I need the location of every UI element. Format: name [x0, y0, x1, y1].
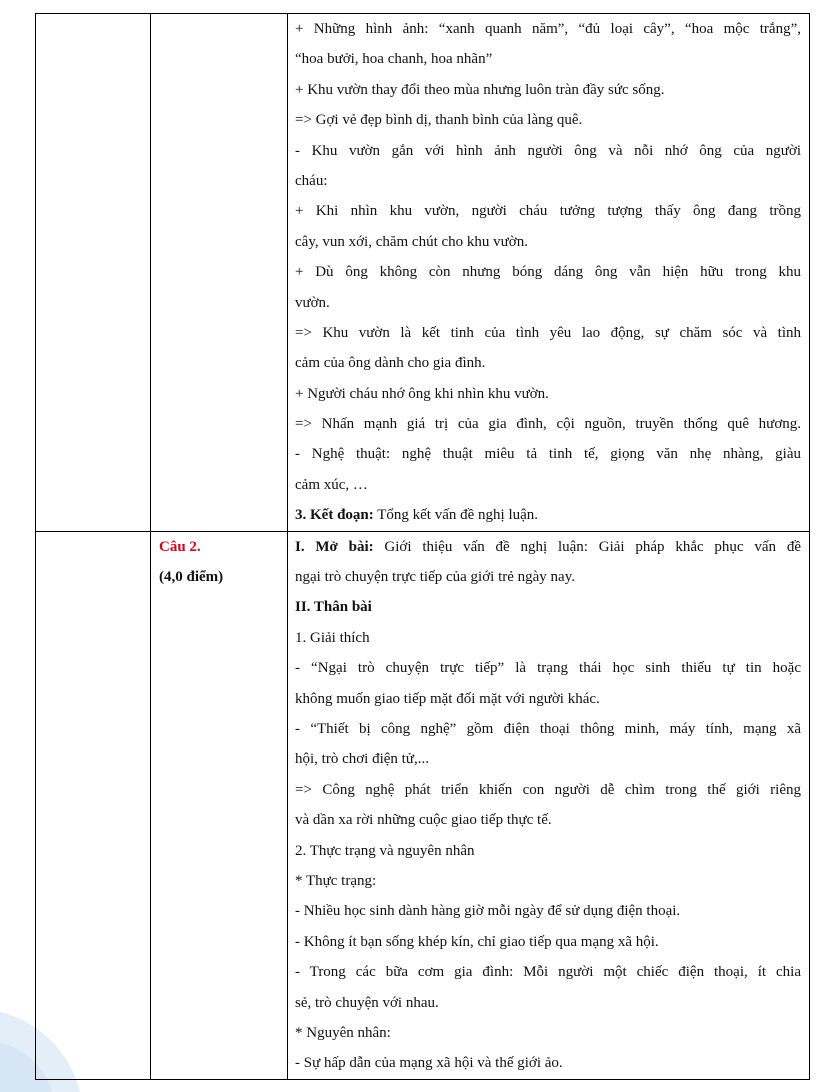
answer-line	[295, 470, 801, 500]
answer-text: hội, trò chơi điện tử,...	[295, 751, 429, 768]
answer-line	[295, 866, 801, 896]
answer-line	[295, 257, 801, 287]
answer-line	[295, 500, 801, 530]
answer-line	[295, 288, 801, 318]
question-label-box	[151, 532, 287, 593]
answer-line	[295, 927, 801, 957]
table-row	[36, 531, 810, 1079]
answer-text: “hoa bưởi, hoa chanh, hoa nhãn”	[295, 51, 493, 68]
answer-text: => Khu vườn là kết tinh của tình yêu lao động, sự chăm sóc và tình	[295, 324, 801, 341]
heading-label: 3. Kết đoạn:	[295, 507, 374, 524]
answer-line	[295, 439, 801, 469]
answer-text: + Người cháu nhớ ông khi nhìn khu vườn.	[295, 385, 549, 402]
answer-line	[295, 318, 801, 348]
answer-text: + Dù ông không còn nhưng bóng dáng ông vẫn hiện hữu trong khu	[295, 264, 801, 281]
answer-text: => Công nghệ phát triển khiến con người dễ chìm trong thế giới riêng	[295, 781, 801, 798]
answer-line	[295, 75, 801, 105]
answer-text: và dần xa rời những cuộc giao tiếp thực tế.	[295, 812, 552, 829]
answer-content	[288, 532, 809, 1079]
answer-text: * Nguyên nhân:	[295, 1024, 391, 1041]
question-cell	[151, 531, 288, 1079]
answer-text: Giới thiệu vấn đề nghị luận: Giải pháp khắc phục vấn đề	[373, 538, 801, 555]
answer-text: cây, vun xới, chăm chút cho khu vườn.	[295, 233, 528, 250]
answer-line	[295, 684, 801, 714]
answer-line	[295, 348, 801, 378]
answer-line	[295, 623, 801, 653]
answer-line	[295, 805, 801, 835]
answer-line	[295, 166, 801, 196]
answer-line	[295, 136, 801, 166]
answer-text: ngại trò chuyện trực tiếp của giới trẻ ngày nay.	[295, 569, 575, 586]
answer-text: => Gợi vẻ đẹp bình dị, thanh bình của làng quê.	[295, 112, 583, 129]
answer-line	[295, 988, 801, 1018]
answer-text: - Nghệ thuật: nghệ thuật miêu tả tinh tế, giọng văn nhẹ nhàng, giàu	[295, 446, 801, 463]
answer-line	[295, 44, 801, 74]
answer-content	[288, 14, 809, 531]
answer-text: - Trong các bữa cơm gia đình: Mỗi người một chiếc điện thoại, ít chia	[295, 964, 801, 981]
answer-line	[295, 653, 801, 683]
answer-line	[295, 1048, 801, 1078]
answer-text: - “Ngại trò chuyện trực tiếp” là trạng thái học sinh thiếu tự tin hoặc	[295, 660, 801, 677]
table-row	[36, 14, 810, 532]
answer-text: không muốn giao tiếp mặt đối mặt với người khác.	[295, 690, 600, 707]
answer-text: => Nhấn mạnh giá trị của gia đình, cội nguồn, truyền thống quê hương.	[295, 416, 801, 433]
answer-line	[295, 532, 801, 562]
answer-cell	[288, 14, 810, 532]
answer-text: - Nhiều học sinh dành hàng giờ mỗi ngày để sử dụng điện thoại.	[295, 903, 681, 920]
empty-cell	[36, 531, 151, 1079]
answer-text: + Khi nhìn khu vườn, người cháu tưởng tượng thấy ông đang trồng	[295, 203, 801, 220]
answer-text: cảm của ông dành cho gia đình.	[295, 355, 486, 372]
answer-text: vườn.	[295, 294, 330, 311]
answer-line	[295, 562, 801, 592]
answer-line	[295, 409, 801, 439]
answer-text: - Sự hấp dẫn của mạng xã hội và thế giới ảo.	[295, 1055, 563, 1072]
answer-line	[295, 14, 801, 44]
answer-line	[295, 957, 801, 987]
answer-text: * Thực trạng:	[295, 872, 377, 889]
question-number: Câu 2.	[159, 538, 201, 555]
heading-label: I. Mở bài:	[295, 538, 374, 555]
heading-label: II. Thân bài	[295, 599, 372, 616]
answer-text: 2. Thực trạng và nguyên nhân	[295, 842, 475, 859]
answer-text: sẻ, trò chuyện với nhau.	[295, 994, 439, 1011]
answer-text: - Không ít bạn sống khép kín, chỉ giao tiếp qua mạng xã hội.	[295, 933, 659, 950]
answer-line	[295, 775, 801, 805]
answer-line	[295, 714, 801, 744]
answer-cell	[288, 531, 810, 1079]
answer-text: cháu:	[295, 172, 328, 189]
answer-line	[295, 196, 801, 226]
answer-line	[295, 896, 801, 926]
question-score: (4,0 điểm)	[159, 569, 224, 586]
question-cell	[151, 14, 288, 532]
answer-text: - Khu vườn gắn với hình ảnh người ông và nỗi nhớ ông của người	[295, 142, 801, 159]
answer-line	[295, 105, 801, 135]
answer-line	[295, 379, 801, 409]
answer-line	[295, 836, 801, 866]
answer-line	[295, 227, 801, 257]
answer-line	[295, 592, 801, 622]
answer-text: + Những hình ảnh: “xanh quanh năm”, “đủ loại cây”, “hoa mộc trắng”,	[295, 21, 801, 37]
answer-text: Tổng kết vấn đề nghị luận.	[373, 507, 539, 524]
answer-text: - “Thiết bị công nghệ” gồm điện thoại thông minh, máy tính, mạng xã	[295, 720, 801, 737]
answer-text: + Khu vườn thay đổi theo mùa nhưng luôn tràn đầy sức sống.	[295, 81, 665, 98]
answer-text: 1. Giải thích	[295, 629, 370, 646]
answer-key-table	[35, 13, 810, 1080]
empty-cell	[36, 14, 151, 532]
answer-line	[295, 1018, 801, 1048]
answer-line	[295, 744, 801, 774]
answer-text: cảm xúc, …	[295, 476, 368, 493]
